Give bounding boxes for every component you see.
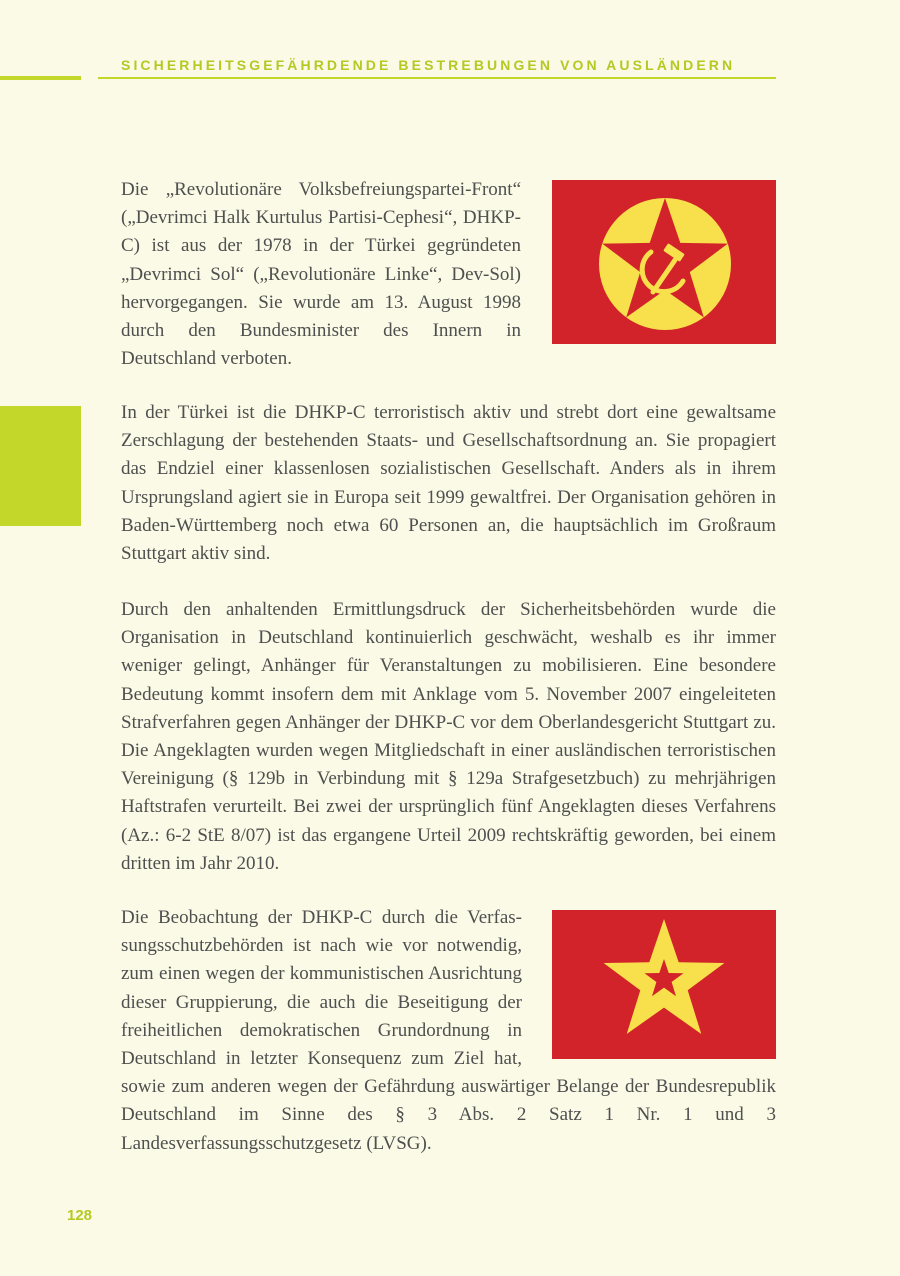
chapter-tab-marker xyxy=(0,406,81,526)
running-title: SICHERHEITSGEFÄHRDENDE BESTREBUNGEN VON AUSLÄNDERN xyxy=(121,57,736,73)
red-star-flag-icon xyxy=(552,910,776,1059)
paragraph-dhkpc-origin: Die „Revolutionäre Volksbefreiungspartei-Front“ („Devrimci Halk Kurtulus Partisi-Cephesi“, DHKP-C) ist aus der 1978 in der Türkei gegründeten „Devrimci Sol“ („Revolutionäre Linke“, Dev-Sol) hervorgegangen. Sie wurde am 13. August 1998 durch den Bundesminister des Innern in Deutschland verboten. xyxy=(121,179,521,370)
paragraph-observation-text: Die Beobachtung der DHKP-C durch die Verfassungsschutzbehörden ist nach wie vor notwendig, zum einen wegen der kommunistischen Ausrichtung dieser Gruppierung, die auch die Beseitigung der freiheitlichen demokratischen Grundordnung in Deutschland in letzter Konsequenz zum Ziel hat, sowie zum anderen wegen der Gefährdung auswärtiger Belange der Bundesrepublik Deutschland im Sinne des § 3 Abs. 2 Satz 1 Nr. 1 und 3 Landesverfassungsschutzgesetz (LVSG). xyxy=(121,907,776,1154)
paragraph-prosecution: Durch den anhaltenden Ermittlungsdruck der Sicherheitsbehörden wurde die Organisation in Deutschland kontinuierlich geschwächt, weshalb es ihr immer weniger gelingt, Anhänger für Veranstaltungen zu mobilisieren. Eine besondere Bedeutung kommt insofern dem mit Anklage vom 5. November 2007 eingeleiteten Strafverfahren gegen Anhänger der DHKP-C vor dem Oberlandesgericht Stuttgart zu. Die Angeklagten wurden wegen Mitgliedschaft in einer ausländischen terroristischen Vereinigung (§ 129b in Verbindung mit § 129a Strafgesetzbuch) zu mehrjährigen Haftstrafen verurteilt. Bei zwei der ursprünglich fünf Angeklagten dieses Verfahrens (Az.: 6-2 StE 8/07) ist das ergangene Urteil 2009 rechtskräftig geworden, bei einem dritten im Jahr 2010. xyxy=(121,599,776,874)
header-rule-left xyxy=(0,76,81,80)
dhkpc-flag-icon xyxy=(552,180,776,344)
page-number: 128 xyxy=(67,1207,93,1224)
paragraph-activities: In der Türkei ist die DHKP-C terroristisch aktiv und strebt dort eine gewaltsame Zerschlagung der bestehenden Staats- und Gesellschaftsordnung an. Sie propagiert das Endziel einer klassenlosen sozialistischen Gesellschaft. Anders als in ihrem Ursprungsland agiert sie in Europa seit 1999 gewaltfrei. Der Organisation gehören in Baden-Württemberg noch etwa 60 Personen an, die hauptsächlich im Großraum Stuttgart aktiv sind. xyxy=(121,402,776,565)
header-rule-right xyxy=(98,77,776,79)
